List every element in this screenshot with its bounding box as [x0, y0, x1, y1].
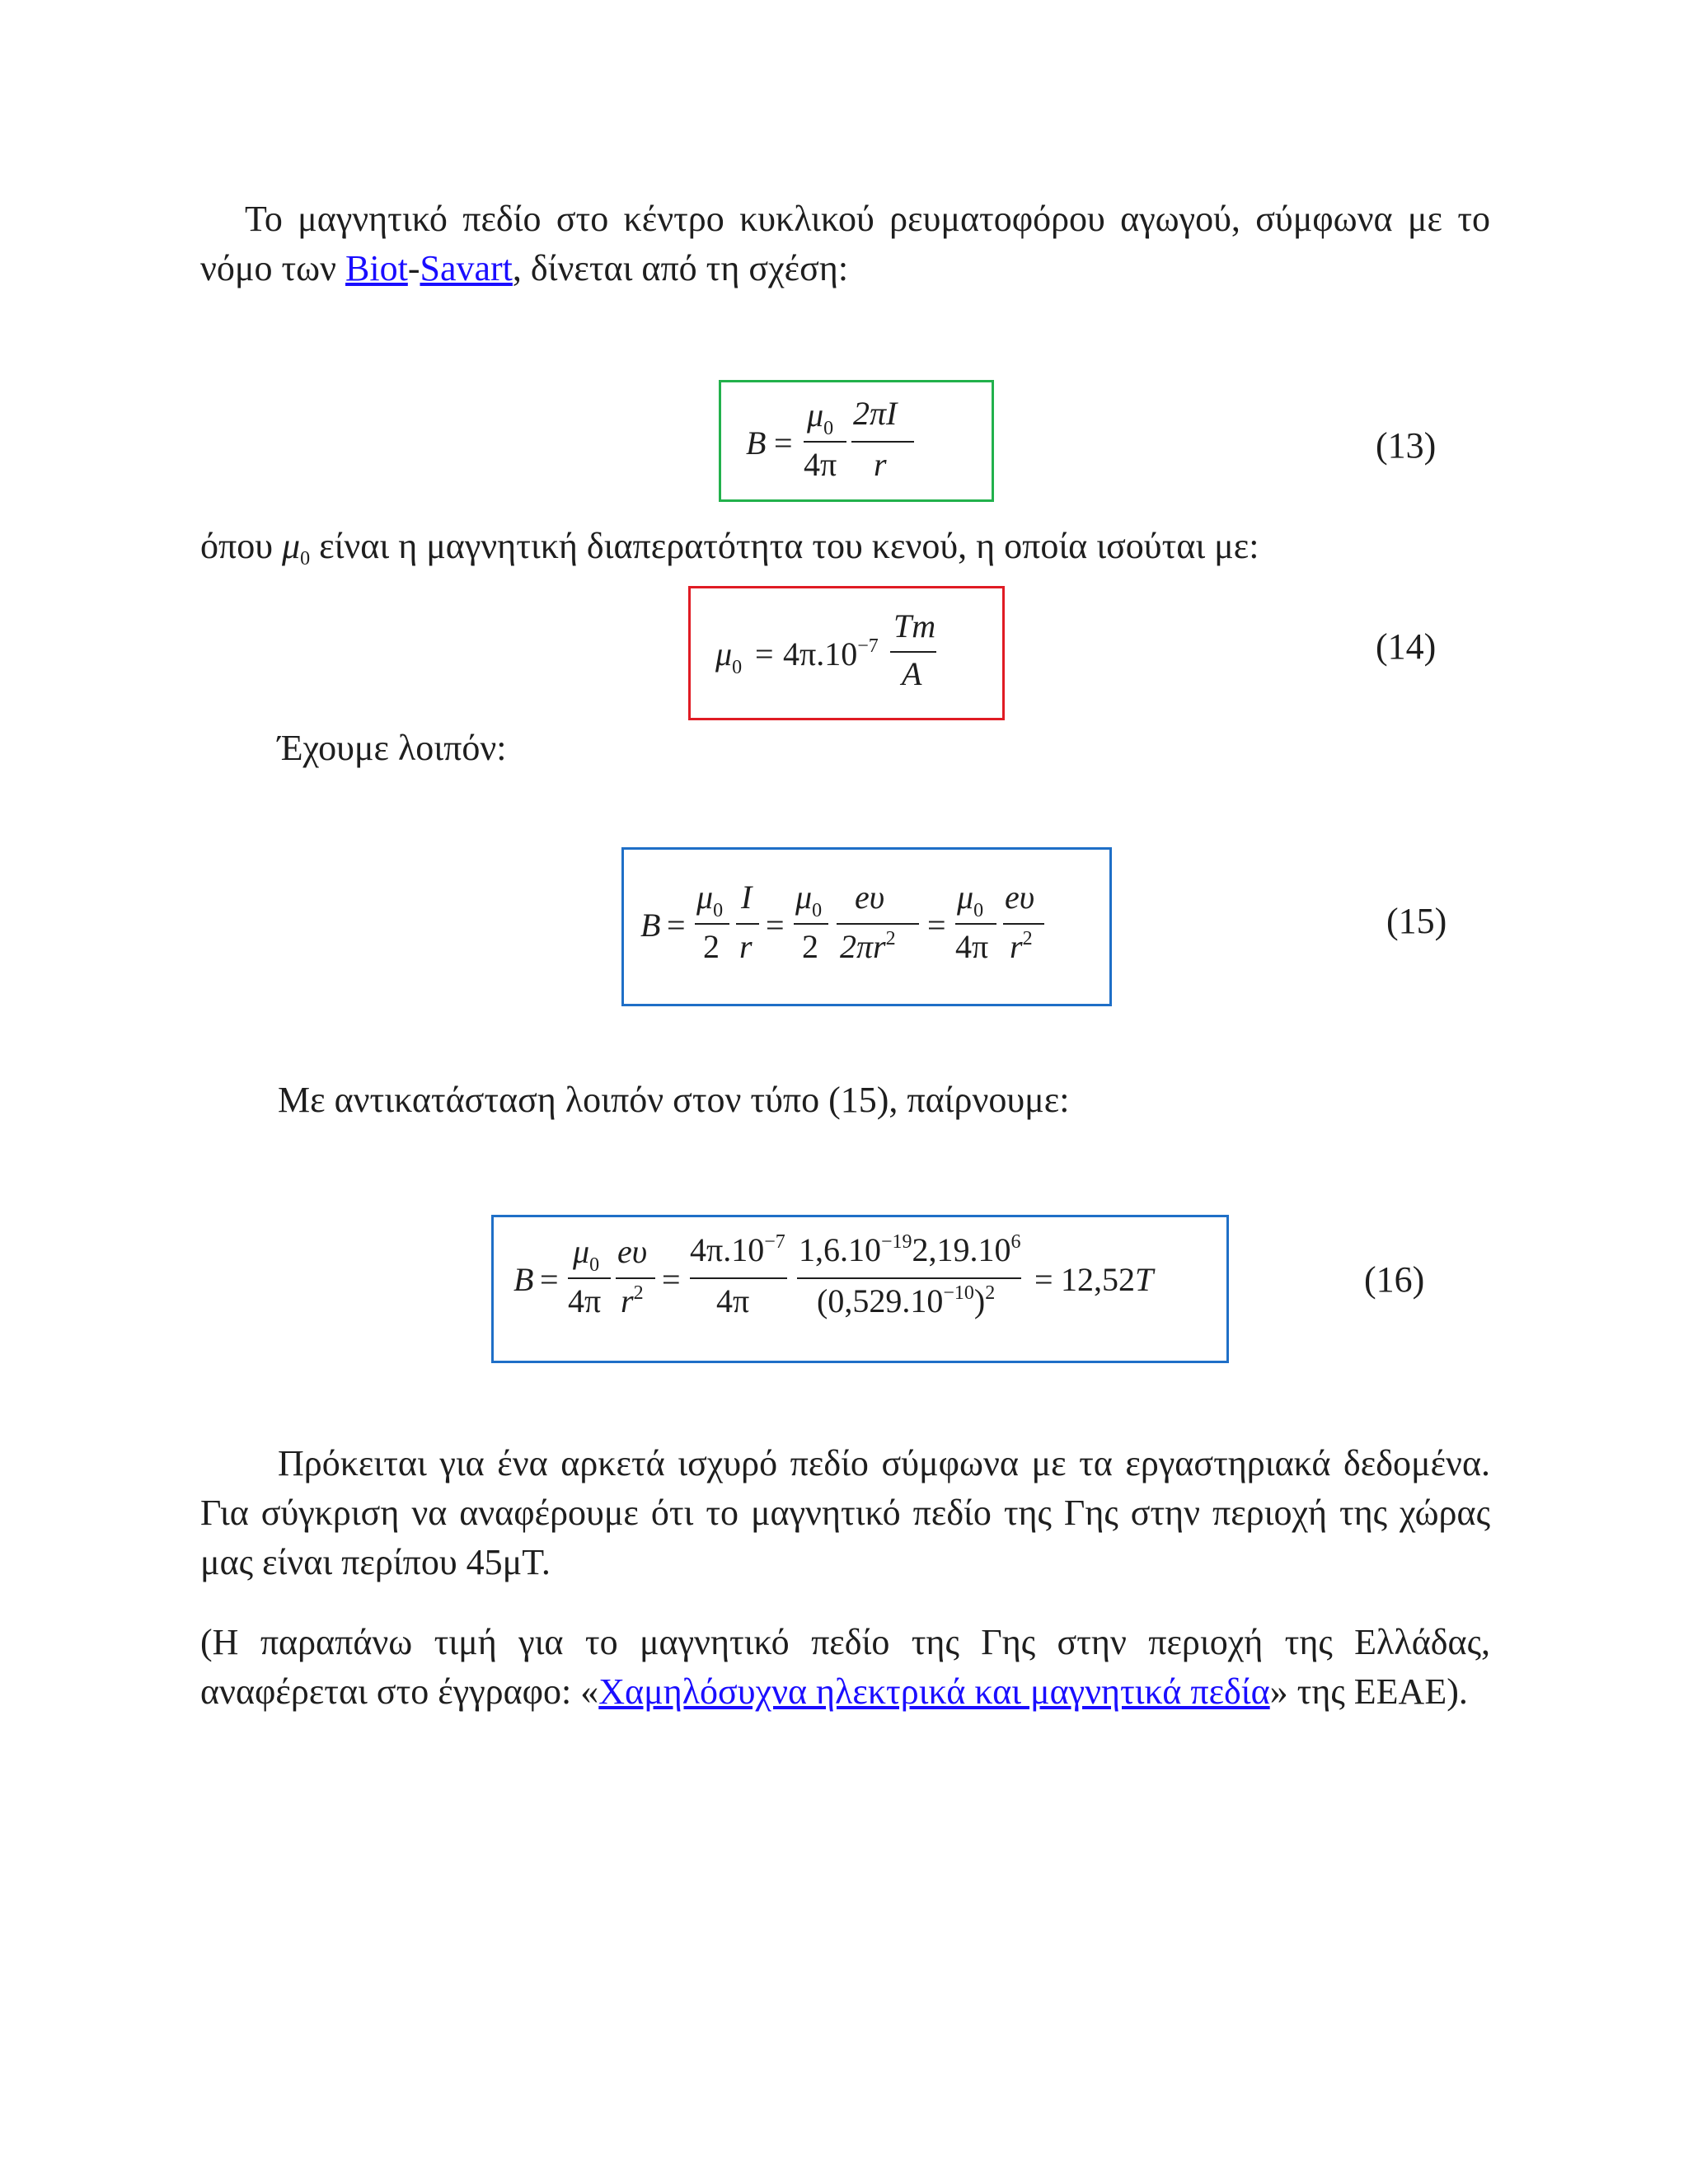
eq13-den1: 4π — [804, 446, 837, 483]
substitution-paragraph: Με αντικατάσταση λοιπόν στον τύπο (15), παίρνουμε: — [278, 1080, 1070, 1120]
eq15-two-a: 2 — [703, 928, 720, 965]
mu0-text-end: είναι η μαγνητική διαπερατότητα του κενού, η οποία ισούται με: — [310, 526, 1259, 566]
eq16-num1: $4\pi.10^{-7}$ — [690, 1231, 785, 1268]
eq13-den2: r — [874, 446, 887, 483]
eq16-r2: $r^2$ — [621, 1282, 644, 1319]
eq13-equals: = — [774, 424, 793, 462]
equation-14-box — [688, 586, 1005, 720]
comparison-paragraph: Πρόκειται για ένα αρκετά ισχυρό πεδίο σύμφωνα με τα εργαστηριακά δεδομένα. Για σύγκριση να αναφέρουμε ότι το μαγνητικό πεδίο της Γης στην περιοχή της χώρας μας είναι περίπου 45μT. — [200, 1443, 1490, 1582]
eq16-ev: eυ — [617, 1233, 648, 1270]
eq13-B: B — [746, 424, 767, 462]
eq15-equals-3: = — [927, 907, 946, 944]
eq13-mu0: $\mu_0$ — [807, 396, 834, 439]
eq13-num2: 2πI — [853, 395, 898, 432]
equation-15-number: (15) — [1386, 901, 1447, 941]
eq16-result: 12,52T — [1061, 1261, 1154, 1298]
eq15-bar-5 — [955, 923, 996, 925]
eq16-4pi-b: 4π — [716, 1282, 750, 1319]
eq16-mu0: $\mu_0$ — [573, 1233, 600, 1276]
eq13-fraction-bar-2 — [851, 441, 914, 443]
eq15-bar-4 — [837, 923, 919, 925]
eq15-two-b: 2 — [802, 928, 818, 965]
eq14-coef: $4\pi.10^{-7}$ — [783, 635, 879, 673]
intro-paragraph — [200, 194, 1490, 293]
eq15-equals-1: = — [667, 907, 686, 944]
reference-text-end: » της ΕΕΑΕ). — [1269, 1671, 1468, 1712]
eq14-fraction-bar — [890, 651, 936, 653]
eq15-2pir2: $2\pi r^2$ — [840, 928, 896, 965]
eq15-ev-b: eυ — [1005, 879, 1035, 916]
eq16-4pi-a: 4π — [568, 1282, 602, 1319]
eq14-num: Tm — [893, 607, 936, 644]
equation-13-box — [719, 380, 994, 502]
eq15-mu0-b: $\mu_0$ — [795, 879, 823, 921]
eq16-equals-2: = — [662, 1261, 681, 1298]
intro-text: Το μαγνητικό πεδίο στο κέντρο κυκλικού ρευματοφόρου αγωγού, σύμφωνα με το νόμο των — [200, 199, 1490, 288]
eq15-I: I — [741, 879, 753, 916]
eq15-mu0-a: $\mu_0$ — [696, 879, 724, 921]
eq16-num2: $1,6.10^{-19}2,19.10^6$ — [799, 1231, 1021, 1268]
eq15-r: r — [739, 928, 753, 965]
eq16-B: B — [513, 1261, 534, 1298]
mu0-text-start: όπου — [200, 526, 282, 566]
eq15-4pi: 4π — [955, 928, 989, 965]
eq16-equals-3: = — [1034, 1261, 1053, 1298]
equation-13-number: (13) — [1376, 425, 1437, 466]
reference-text-start: (Η παραπάνω τιμή για το μαγνητικό πεδίο της Γης στην περιοχή της Ελλάδας, αναφέρεται στο έγγραφο: « — [200, 1622, 1490, 1712]
reference-paragraph — [200, 1618, 1490, 1717]
eq15-equals-2: = — [766, 907, 785, 944]
eq15-bar-1 — [695, 923, 729, 925]
eq15-B: B — [640, 907, 661, 944]
biot-link[interactable]: Biot — [345, 248, 408, 288]
eq16-bar-4 — [797, 1277, 1021, 1279]
savart-link[interactable]: Savart — [420, 248, 513, 288]
eq15-bar-6 — [1003, 923, 1044, 925]
eq15-ev-a: eυ — [855, 879, 885, 916]
dash-text: - — [407, 248, 420, 288]
eq16-bar-2 — [616, 1277, 655, 1279]
mu0-symbol: μ0 — [282, 526, 311, 569]
mu0-paragraph — [200, 522, 1490, 577]
equation-15-box — [621, 847, 1112, 1006]
eq15-mu0-c: $\mu_0$ — [957, 879, 984, 921]
eq14-equals: = — [755, 635, 774, 673]
equation-16-box — [491, 1215, 1229, 1363]
equation-14-number: (14) — [1376, 626, 1437, 667]
eq13-fraction-bar-1 — [804, 441, 846, 443]
eq16-den2: $(0,529.10^{-10})^2$ — [817, 1282, 996, 1319]
intro-text-end: , δίνεται από τη σχέση: — [512, 248, 849, 288]
equation-16-number: (16) — [1364, 1259, 1425, 1300]
eq16-bar-3 — [690, 1277, 787, 1279]
eeae-document-link[interactable]: Χαμηλόσυχνα ηλεκτρικά και μαγνητικά πεδία — [598, 1671, 1270, 1712]
eq15-bar-3 — [794, 923, 828, 925]
eq14-mu0: $\mu_0$ — [715, 635, 743, 678]
thus-paragraph: Έχουμε λοιπόν: — [278, 728, 507, 768]
eq14-den: A — [902, 655, 922, 692]
eq15-r2: $r^2$ — [1010, 928, 1033, 965]
eq15-bar-2 — [736, 923, 759, 925]
eq16-bar-1 — [568, 1277, 611, 1279]
eq16-equals-1: = — [540, 1261, 559, 1298]
